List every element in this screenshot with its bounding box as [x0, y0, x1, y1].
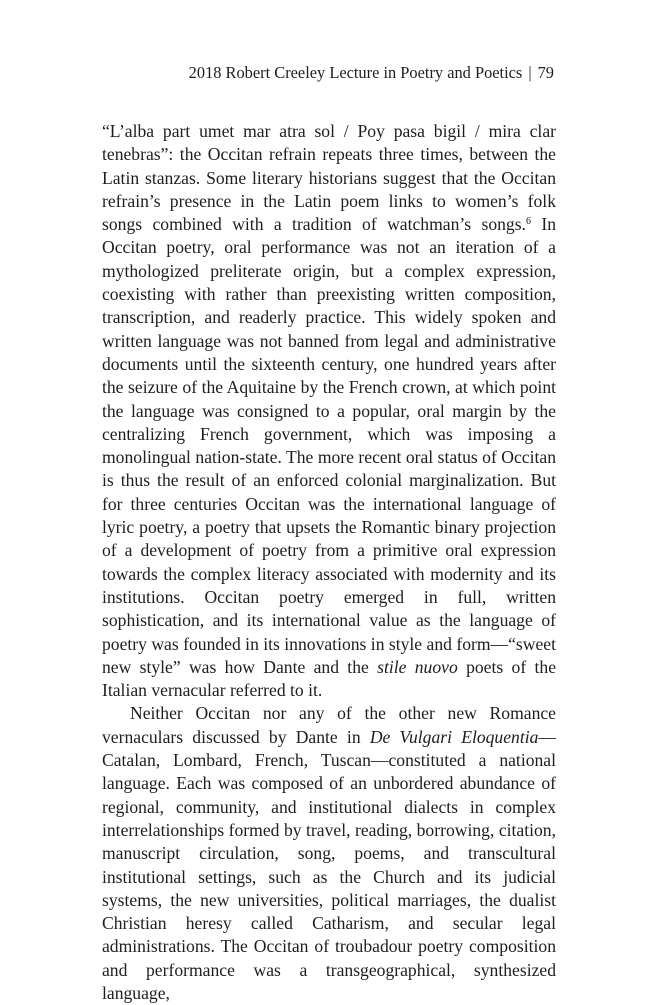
paragraph-1-text-a: “L’alba part umet mar atra sol / Poy pasa bigil / mira clar tenebras”: the Occitan refrain repeats three times, between the Latin stanzas. Some literary historians suggest that the Occitan refrain’s presence in the Latin poem links to women’s folk songs combined with a tradition of watchman’s songs.	[102, 121, 556, 235]
paragraph-2-text-b: —Catalan, Lombard, French, Tuscan—constituted a national language. Each was composed of an unbordered abundance of regional, community, and institutional dialects in complex interrelationships formed by travel, reading, borrowing, citation, manuscript circulation, song, poems, and transcultural institutional settings, such as the Church and its judicial systems, the new universities, political marriages, the dualist Christian heresy called Catharism, and secular legal administrations. The Occitan of troubadour poetry composition and performance was a transgeographical, synthesized language,	[102, 726, 556, 1003]
footnote-reference-6[interactable]: 6	[525, 216, 531, 228]
paragraph-1	[102, 120, 556, 702]
paragraph-1-text-c: poets of the Italian vernacular referred to it.	[102, 656, 556, 701]
header-separator: |	[528, 63, 532, 82]
paragraph-1-text-b: In Occitan poetry, oral performance was not an iteration of a mythologized preliterate origin, but a complex expression, coexisting with rather than preexisting written composition, transcription, and readerly practice. This widely spoken and written language was not banned from legal and administrative documents until the sixteenth century, one hundred years after the seizure of the Aquitaine by the French crown, at which point the language was consigned to a popular, oral margin by the centralizing French government, which was imposing a monolingual nation-state. The more recent oral status of Occitan is thus the result of an enforced colonial marginalization. But for three centuries Occitan was the international language of lyric poetry, a poetry that upsets the Romantic binary projection of a development of poetry from a primitive oral expression towards the complex literacy associated with modernity and its institutions. Occitan poetry emerged in full, written sophistication, and its international value as the language of poetry was founded in its innovations in style and form—“sweet new style” was how Dante and the	[102, 214, 556, 677]
italic-stile-nuovo: stile nuovo	[377, 656, 458, 677]
running-head	[189, 62, 554, 84]
paragraph-2-text-a: Neither Occitan nor any of the other new Romance vernaculars discussed by Dante in	[102, 703, 556, 747]
paragraph-2	[102, 702, 556, 1005]
italic-de-vulgari-eloquentia: De Vulgari Eloquentia	[369, 726, 539, 747]
page-number: 79	[537, 63, 554, 82]
running-title: 2018 Robert Creeley Lecture in Poetry and Poetics	[188, 63, 523, 82]
body-text	[102, 120, 556, 1005]
